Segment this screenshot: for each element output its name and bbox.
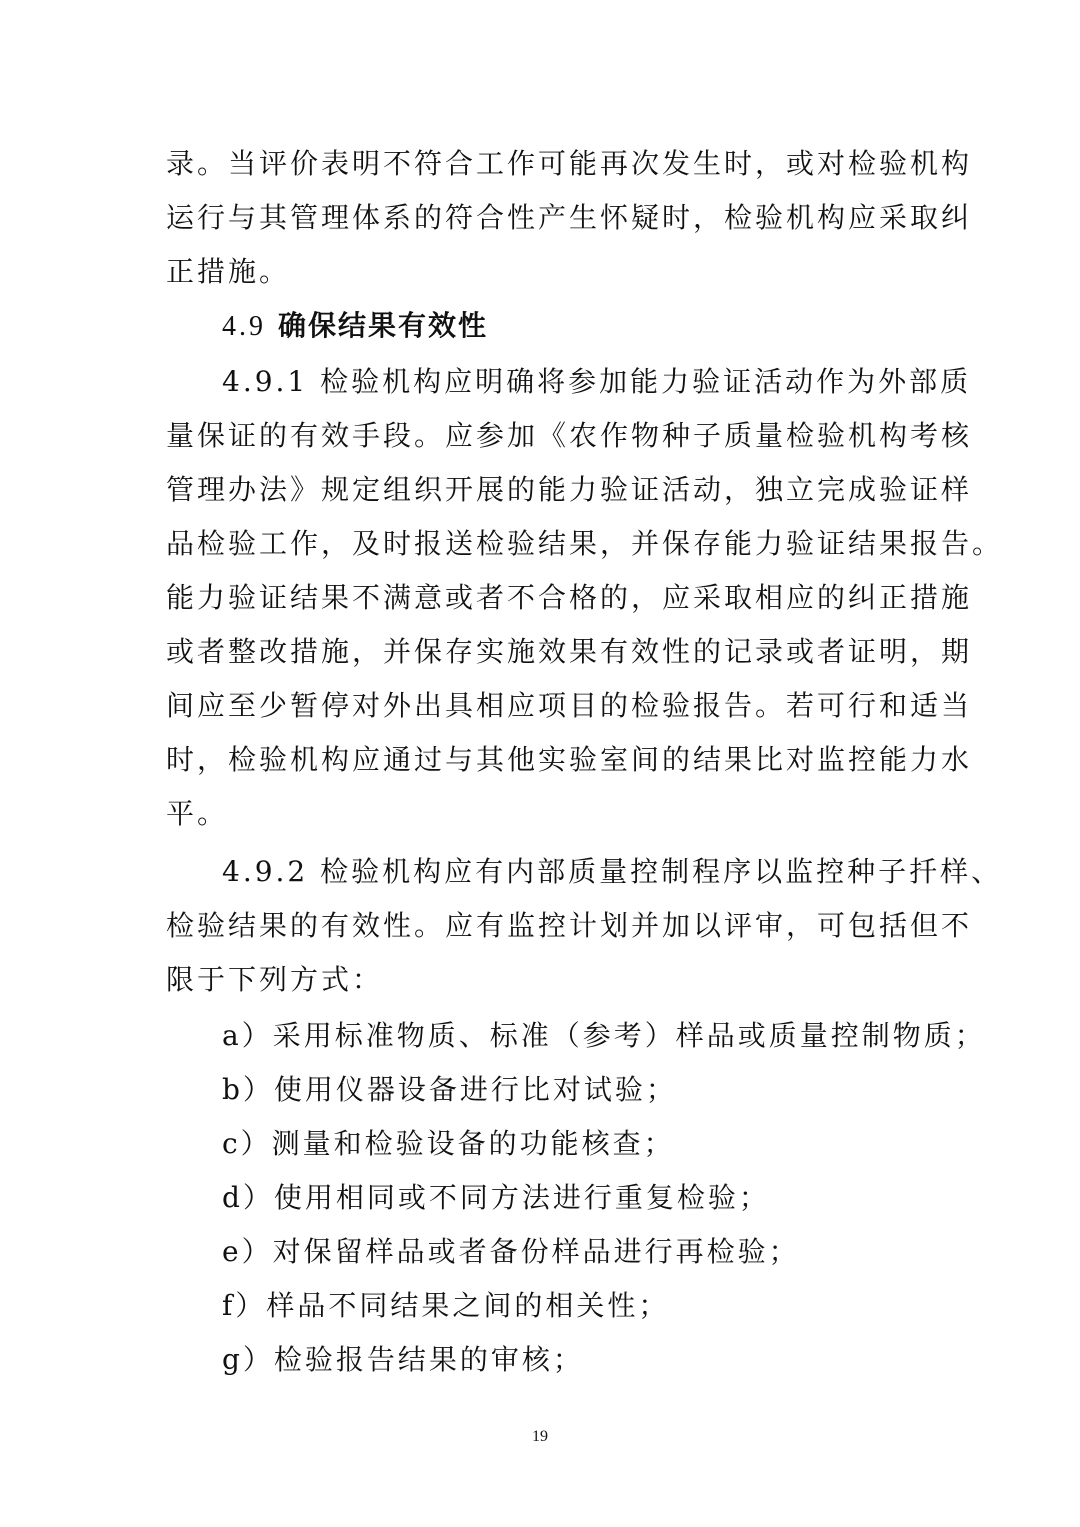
text-line: 录。当评价表明不符合工作可能再次发生时，或对检验机构 — [166, 147, 973, 180]
clause-4-9-1-line: 间应至少暂停对外出具相应项目的检验报告。若可行和适当 — [166, 689, 973, 722]
clause-4-9-2-line: 限于下列方式： — [166, 963, 384, 996]
section-number: 4.9 — [222, 311, 266, 342]
clause-4-9-1-line: 品检验工作，及时报送检验结果，并保存能力验证结果报告。 — [166, 527, 1004, 560]
clause-4-9-1-line: 能力验证结果不满意或者不合格的，应采取相应的纠正措施 — [166, 581, 973, 614]
section-heading — [222, 306, 488, 347]
clause-4-9-2-line: 4.9.2 检验机构应有内部质量控制程序以监控种子扦样、 — [222, 855, 1003, 888]
clause-4-9-1-line: 平。 — [166, 797, 229, 830]
list-item: g）检验报告结果的审核； — [222, 1343, 584, 1376]
clause-4-9-2-line: 检验结果的有效性。应有监控计划并加以评审，可包括但不 — [166, 909, 973, 942]
clause-4-9-1-line: 4.9.1 检验机构应明确将参加能力验证活动作为外部质 — [222, 365, 972, 398]
page-number: 19 — [532, 1428, 548, 1445]
list-item: e）对保留样品或者备份样品进行再检验； — [222, 1235, 800, 1268]
text-line: 运行与其管理体系的符合性产生怀疑时，检验机构应采取纠 — [166, 201, 973, 234]
list-item: b）使用仪器设备进行比对试验； — [222, 1073, 677, 1106]
section-title: 确保结果有效性 — [278, 309, 489, 342]
clause-4-9-1-line: 量保证的有效手段。应参加《农作物种子质量检验机构考核 — [166, 419, 973, 452]
list-item: f）样品不同结果之间的相关性； — [222, 1289, 670, 1322]
list-item: c）测量和检验设备的功能核查； — [222, 1127, 675, 1160]
clause-4-9-1-line: 或者整改措施，并保存实施效果有效性的记录或者证明，期 — [166, 635, 973, 668]
text-line: 正措施。 — [166, 255, 291, 288]
clause-4-9-1-line: 管理办法》规定组织开展的能力验证活动，独立完成验证样 — [166, 473, 973, 506]
list-item: d）使用相同或不同方法进行重复检验； — [222, 1181, 770, 1214]
clause-4-9-1-line: 时，检验机构应通过与其他实验室间的结果比对监控能力水 — [166, 743, 973, 776]
list-item: a）采用标准物质、标准（参考）样品或质量控制物质； — [222, 1019, 986, 1052]
